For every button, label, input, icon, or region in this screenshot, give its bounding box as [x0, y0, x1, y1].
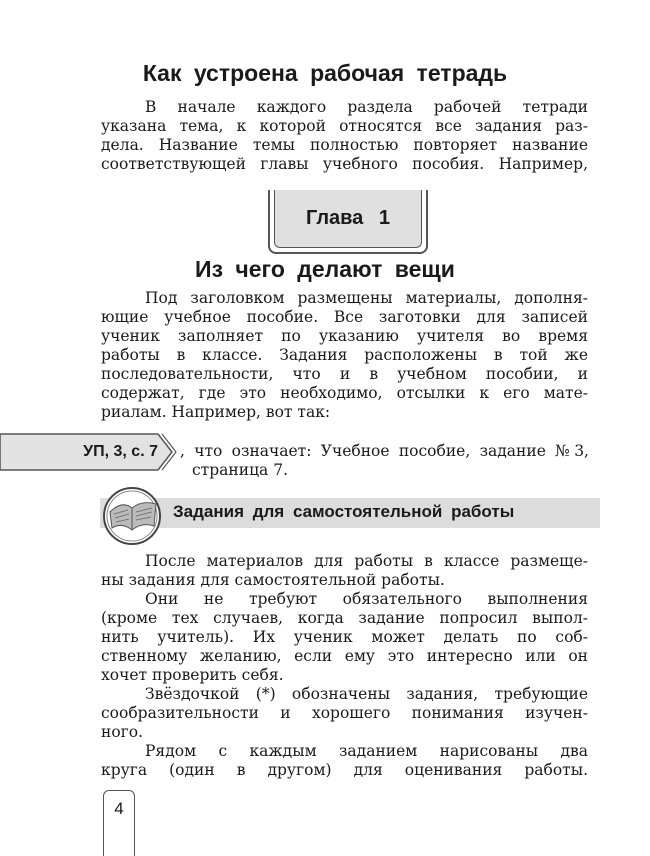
text-line: (кроме тех случаев, когда задание попросил выпол- [101, 609, 588, 627]
section-title: Задания для самостоятельной работы [173, 502, 515, 521]
text-line: риалам. Например, вот так: [101, 403, 331, 421]
text-line: ны задания для самостоятельной работы. [101, 571, 445, 589]
text-line: дела. Название темы полностью повторяет название [101, 136, 588, 154]
text-line: последовательности, что и в учебном пособии, и [101, 365, 588, 383]
text-line: сообразительности и хорошего понимания изучен- [101, 704, 588, 722]
text-line: ученик заполняет по указанию учителя во время [101, 327, 588, 345]
text-line: ственному желанию, если ему это интересно или он [101, 647, 588, 665]
text-line: указана тема, к которой относятся все задания раз- [101, 117, 588, 135]
text-line: , что означает: Учебное пособие, задание №3, [180, 442, 589, 460]
chapter-box [268, 190, 428, 254]
chapter-label: Глава 1 [274, 190, 422, 248]
reference-explanation [180, 442, 589, 480]
text-line: ющие учебное пособие. Все заготовки для записей [101, 308, 588, 326]
reference-label: УП, 3, с. 7 [83, 443, 158, 460]
text-line: страница 7. [192, 461, 289, 479]
page-number: 4 [103, 790, 135, 856]
intro-paragraph [101, 98, 588, 174]
text-line: Они не требуют обязательного выполнения [145, 590, 588, 608]
text-line: нить учитель). Их ученик может делать по соб- [101, 628, 588, 646]
paragraph [101, 552, 588, 780]
text-line: Под заголовком размещены материалы, дополня- [145, 289, 588, 307]
text-line: круга (один в другом) для оценивания работы. [101, 761, 588, 779]
text-line: хочет проверить себя. [101, 666, 284, 684]
paragraph [101, 289, 588, 422]
open-book-icon [100, 482, 164, 546]
text-line: соответствующей главы учебного пособия. Например, [101, 155, 588, 173]
text-line: Рядом с каждым заданием нарисованы два [145, 742, 588, 760]
page-title: Как устроена рабочая тетрадь [142, 60, 508, 86]
chapter-title: Из чего делают вещи [195, 256, 455, 282]
text-line: После материалов для работы в классе размеще- [145, 552, 588, 570]
text-line: ного. [101, 723, 144, 741]
text-line: содержат, где это необходимо, отсылки к его мате- [101, 384, 588, 402]
text-line: В начале каждого раздела рабочей тетради [145, 98, 588, 116]
text-line: Звёздочкой (*) обозначены задания, требующие [145, 685, 588, 703]
text-line: работы в классе. Задания расположены в той же [101, 346, 588, 364]
